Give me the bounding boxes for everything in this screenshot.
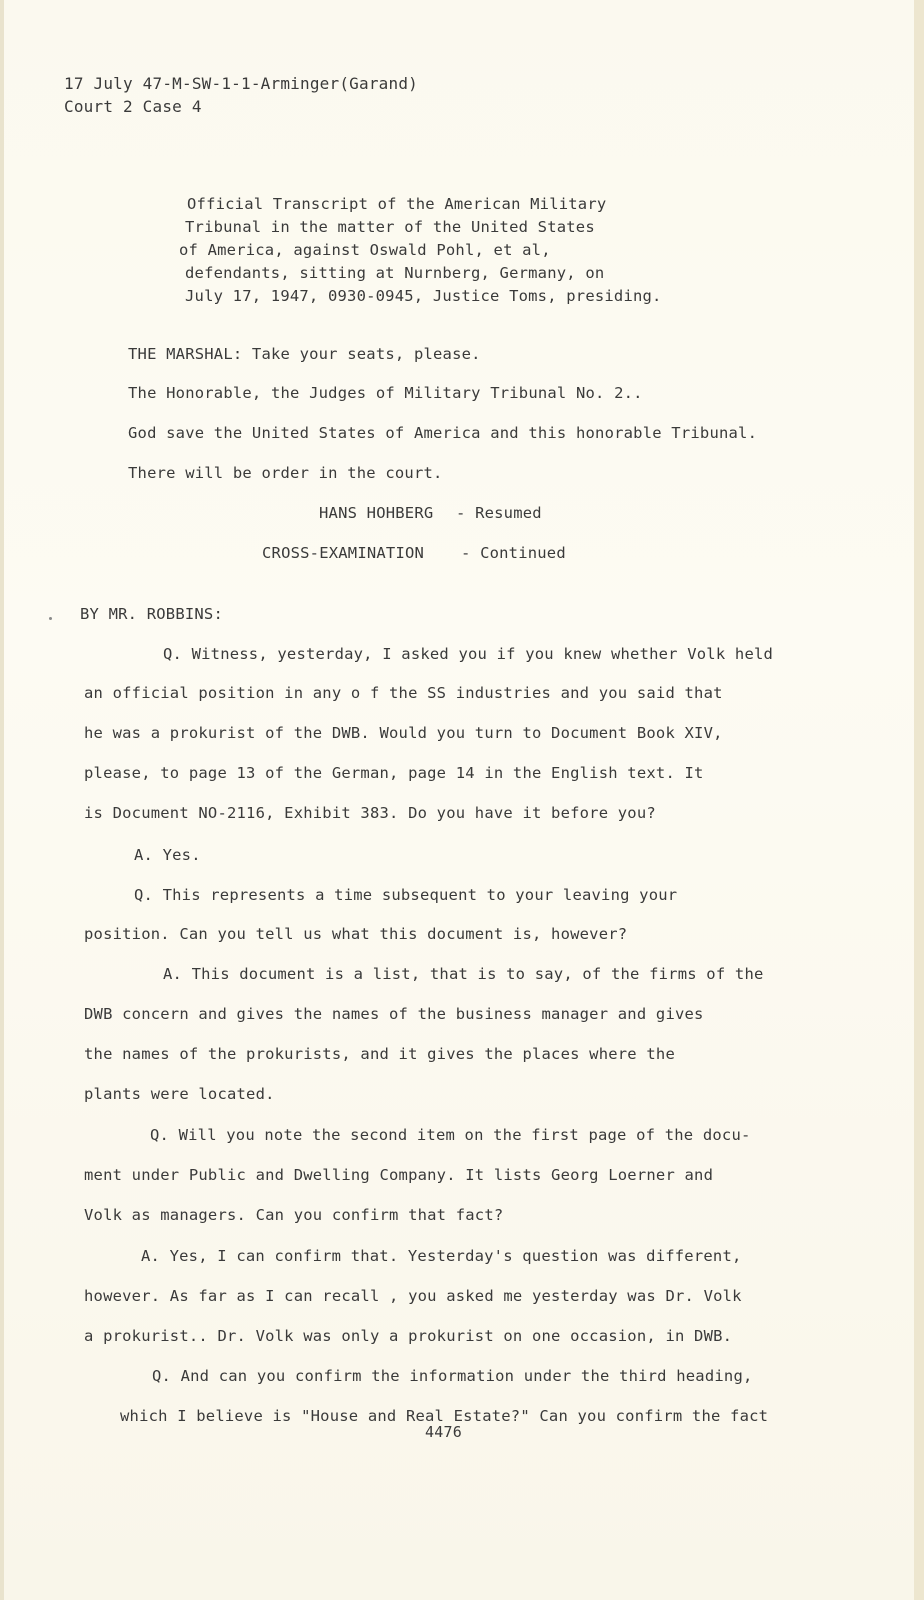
transcript-line: DWB concern and gives the names of the business manager and gives: [84, 1005, 704, 1023]
caption-line: Tribunal in the matter of the United States: [185, 218, 595, 236]
opening-line: God save the United States of America and this honorable Tribunal.: [128, 424, 758, 442]
transcript-line: Q. Will you note the second item on the first page of the docu-: [150, 1126, 751, 1144]
header-line-1: 17 July 47-M-SW-1-1-Arminger(Garand): [64, 74, 418, 93]
examiner-line: BY MR. ROBBINS:: [80, 605, 223, 623]
witness-status: - Resumed: [456, 504, 542, 522]
transcript-line: ment under Public and Dwelling Company. It lists Georg Loerner and: [84, 1166, 714, 1184]
header-line-2: Court 2 Case 4: [64, 97, 202, 116]
witness-name: HANS HOHBERG: [319, 504, 434, 522]
transcript-line: Volk as managers. Can you confirm that fact?: [84, 1206, 504, 1224]
opening-line: There will be order in the court.: [128, 464, 443, 482]
transcript-line: is Document NO-2116, Exhibit 383. Do you have it before you?: [84, 804, 656, 822]
transcript-line: A. This document is a list, that is to say, of the firms of the: [163, 965, 764, 983]
transcript-line: please, to page 13 of the German, page 14 in the English text. It: [84, 764, 704, 782]
transcript-line: which I believe is "House and Real Estate?" Can you confirm the fact: [120, 1407, 769, 1425]
transcript-line: A. Yes.: [134, 846, 201, 864]
caption-line: July 17, 1947, 0930-0945, Justice Toms, presiding.: [185, 287, 662, 305]
transcript-line: a prokurist.. Dr. Volk was only a prokurist on one occasion, in DWB.: [84, 1327, 733, 1345]
caption-line: defendants, sitting at Nurnberg, Germany, on: [185, 264, 605, 282]
exam-status: - Continued: [461, 544, 566, 562]
transcript-line: Q. And can you confirm the information under the third heading,: [152, 1367, 753, 1385]
caption-line: of America, against Oswald Pohl, et al,: [179, 241, 551, 259]
opening-line: The Honorable, the Judges of Military Tribunal No. 2..: [128, 384, 643, 402]
transcript-line: A. Yes, I can confirm that. Yesterday's question was different,: [141, 1247, 742, 1265]
transcript-line: Q. This represents a time subsequent to your leaving your: [134, 886, 678, 904]
transcript-line: the names of the prokurists, and it gives the places where the: [84, 1045, 675, 1063]
marshal-line: THE MARSHAL: Take your seats, please.: [128, 345, 481, 363]
page-number: 4476: [425, 1423, 462, 1441]
margin-mark: [49, 617, 52, 620]
transcript-line: Q. Witness, yesterday, I asked you if you knew whether Volk held: [163, 645, 774, 663]
transcript-line: plants were located.: [84, 1085, 275, 1103]
exam-type: CROSS-EXAMINATION: [262, 544, 425, 562]
transcript-line: however. As far as I can recall , you asked me yesterday was Dr. Volk: [84, 1287, 742, 1305]
transcript-line: an official position in any o f the SS industries and you said that: [84, 684, 723, 702]
transcript-line: position. Can you tell us what this document is, however?: [84, 925, 628, 943]
caption-line: Official Transcript of the American Military: [187, 195, 607, 213]
transcript-line: he was a prokurist of the DWB. Would you turn to Document Book XIV,: [84, 724, 723, 742]
